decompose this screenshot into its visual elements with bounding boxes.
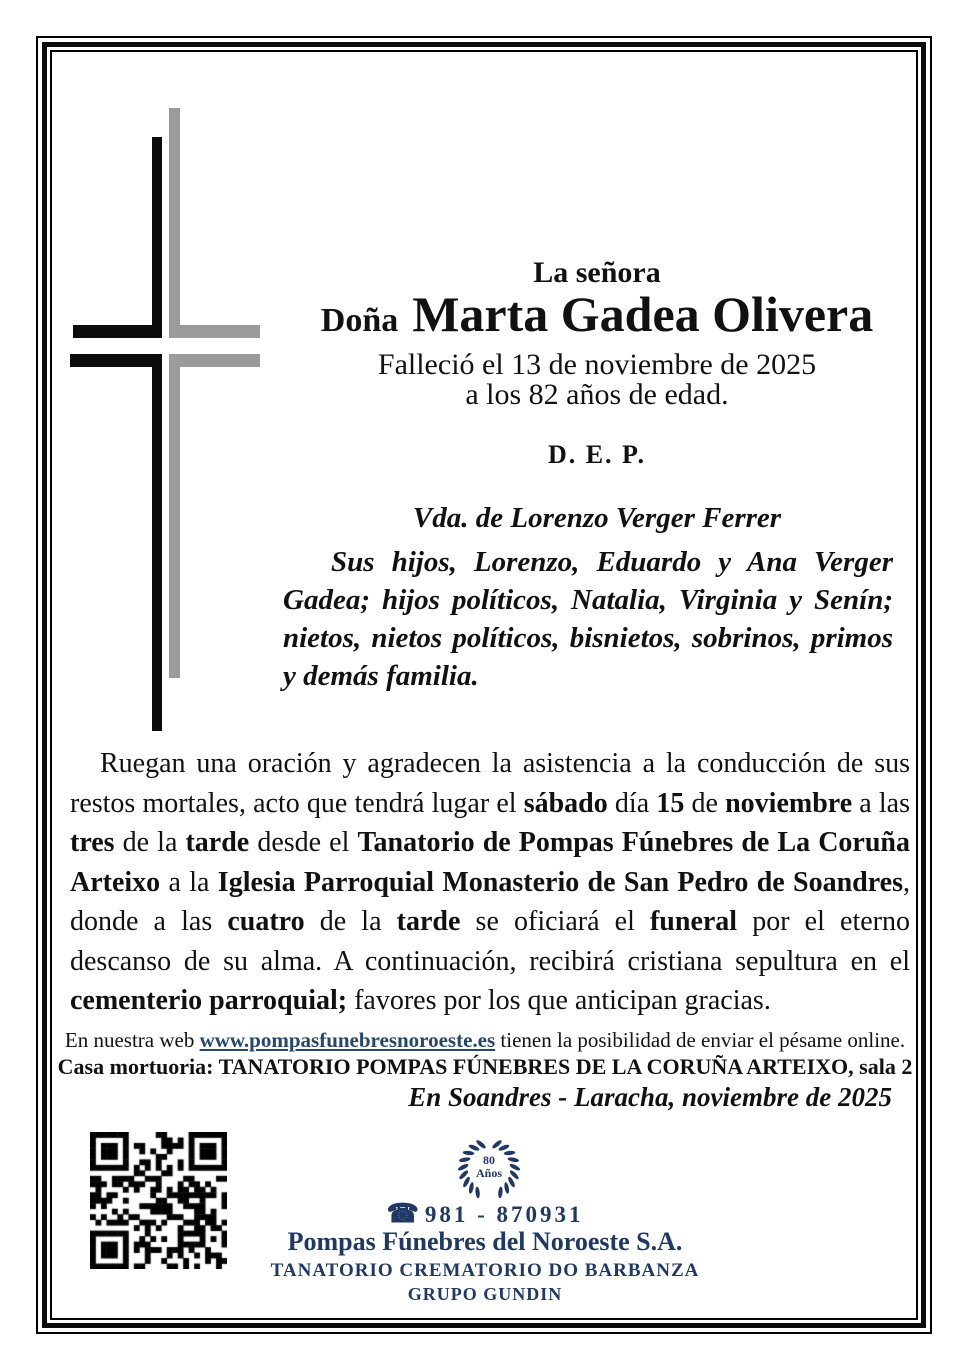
laurel-leaf — [498, 1144, 510, 1152]
laurel-leaf — [468, 1144, 480, 1152]
death-age-line: a los 82 años de edad. — [465, 378, 729, 411]
deceased-name: Marta Gadea Olivera — [412, 286, 874, 342]
laurel-leaf — [459, 1157, 471, 1163]
crematorium-line: TANATORIO CREMATORIO DO BARBANZA — [270, 1260, 700, 1281]
place-date-line: En Soandres - Laracha, noviembre de 2025 — [408, 1082, 892, 1112]
cross-black-vertical-bottom — [152, 354, 162, 731]
laurel-leaf — [463, 1150, 475, 1155]
phone-icon: ☎ — [386, 1199, 419, 1228]
cross-black-arm-lower — [70, 354, 162, 367]
honorific: Doña — [320, 302, 399, 339]
group-line: GRUPO GUNDIN — [407, 1284, 563, 1304]
deceased-name-line — [281, 284, 913, 351]
laurel-leaf — [504, 1182, 510, 1194]
cross-gray-vertical-bottom — [169, 354, 180, 678]
laurel-leaf — [475, 1186, 480, 1198]
laurel-leaf — [498, 1186, 503, 1198]
relatives-paragraph: Sus hijos, Lorenzo, Eduardo y Ana Verger Gadea; hijos políticos, Natalia, Virginia y Senín; nietos, nietos políticos, bisnietos, sobrinos, primos y demás familia. — [283, 546, 893, 692]
cross-gray-arm-upper — [169, 325, 260, 338]
phone-line — [52, 1199, 918, 1229]
cross-gray-arm-lower — [169, 354, 260, 367]
funeral-company-name: Pompas Fúnebres del Noroeste S.A. — [287, 1227, 683, 1256]
laurel-leaf — [468, 1182, 474, 1194]
mortuary-line: Casa mortuoria: TANATORIO POMPAS FÚNEBRES DE LA CORUÑA ARTEIXO, sala 2 — [57, 1054, 913, 1079]
logo-80-text: 80 — [483, 1153, 495, 1167]
web-condolence-line — [52, 1028, 918, 1053]
widow-line: Vda. de Lorenzo Verger Ferrer — [412, 502, 782, 534]
laurel-leaf — [457, 1163, 469, 1172]
cross-black-arm-upper — [73, 325, 162, 338]
death-date-line: Falleció el 13 de noviembre de 2025 — [377, 348, 817, 381]
web-line-prefix: En nuestra web — [64, 1028, 200, 1052]
announcement-paragraph: Ruegan una oración y agradecen la asistencia a la conducción de sus restos mortales, acto que tendrá lugar el sábado día 15 de noviembre a las tres de la tarde desde el Tanatorio de Pompas Fúnebres de La Coruña Arteixo a la Iglesia Parroquial Monasterio de San Pedro de Soandres, donde a las cuatro de la tarde se oficiará el funeral por el eterno descanso de su alma. A continuación, recibirá cristiana sepultura en el cementerio parroquial; favores por los que anticipan gracias. — [70, 748, 910, 1016]
logo-anos-text: Años — [475, 1166, 503, 1180]
laurel-leaf — [507, 1157, 519, 1163]
web-line-suffix: tienen la posibilidad de enviar el pésame online. — [495, 1028, 906, 1052]
pesame-web-link[interactable]: www.pompasfunebresnoroeste.es — [199, 1028, 496, 1052]
phone-number: 981 - 870931 — [424, 1202, 584, 1227]
cross-gray-vertical-top — [169, 108, 180, 338]
laurel-leaf — [509, 1163, 521, 1172]
dep-abbreviation: D. E. P. — [547, 440, 647, 469]
cross-black-vertical-top — [152, 137, 162, 338]
pre-title: La señora — [533, 256, 661, 289]
laurel-leaf — [504, 1150, 516, 1155]
laurel-80-anniversary-logo — [455, 1134, 523, 1198]
